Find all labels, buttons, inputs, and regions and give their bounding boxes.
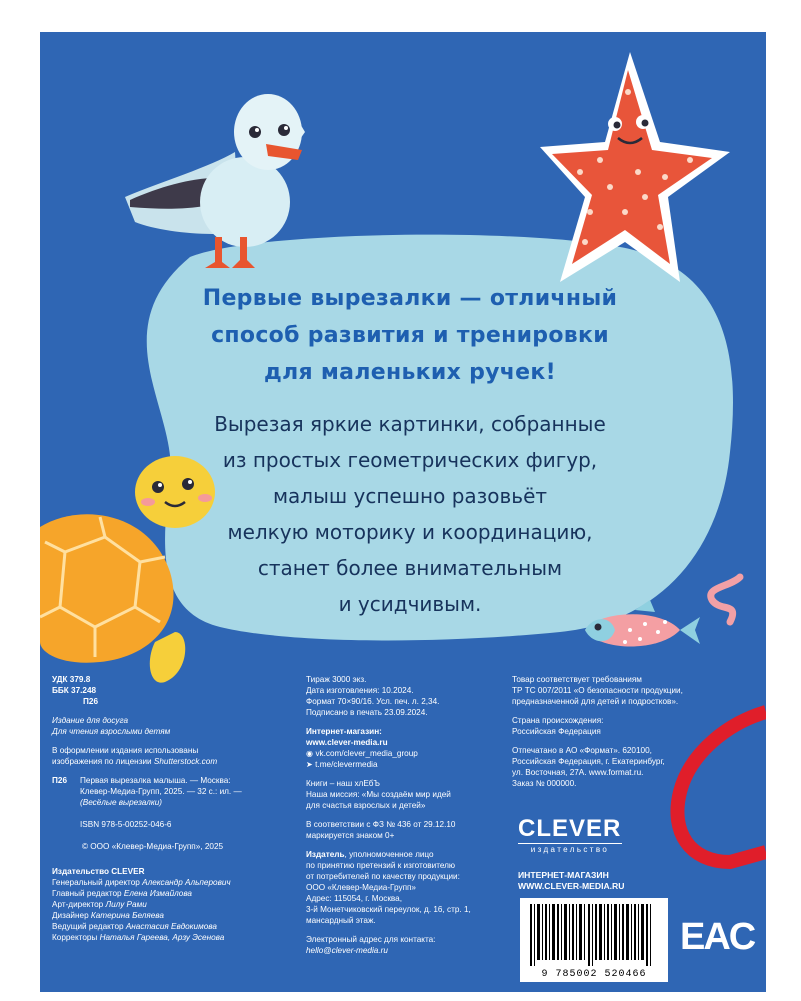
back-cover — [40, 32, 766, 992]
author-sign: П26 — [83, 697, 98, 706]
vk-link[interactable]: vk.com/clever_media_group — [315, 749, 418, 758]
shop-heading: ИНТЕРНЕТ-МАГАЗИН — [518, 870, 609, 880]
description-line: мелкую моторику и координацию, — [227, 520, 593, 544]
order-number: Заказ № 000000. — [512, 779, 577, 788]
address-line: мансардный этаж. — [306, 916, 376, 925]
series-name: (Весёлые вырезалки) — [80, 798, 163, 807]
printer-line: Отпечатано в АО «Формат». 620100, — [512, 746, 652, 755]
staff-line: Генеральный директор Александр Альперович — [52, 878, 231, 887]
vk-icon: ◉ — [306, 749, 314, 758]
catalog-code: П26 — [52, 776, 67, 785]
printer-line: Российская Федерация, г. Екатеринбург, — [512, 757, 665, 766]
country-label: Страна происхождения: — [512, 716, 604, 725]
telegram-icon: ➤ — [306, 760, 313, 769]
shop-link[interactable]: www.clever-media.ru — [306, 738, 388, 747]
clever-logo — [518, 817, 622, 854]
imprint-column-1 — [52, 674, 292, 943]
edition-type: Издание для досуга — [52, 716, 129, 725]
publisher-name: Издательство CLEVER — [52, 867, 145, 876]
production-date: Дата изготовления: 10.2024. — [306, 686, 414, 695]
printer-line: ул. Восточная, 27А. www.format.ru. — [512, 768, 644, 777]
copyright: © ООО «Клевер-Медиа-Групп», 2025 — [82, 842, 224, 851]
logo-word: CLEVER — [518, 815, 622, 842]
compliance-line: Товар соответствует требованиям — [512, 675, 642, 684]
email-label: Электронный адрес для контакта: — [306, 935, 436, 944]
print-run: Тираж 3000 экз. — [306, 675, 367, 684]
catalog-line: Клевер-Медиа-Групп, 2025. — 32 с.: ил. — — [80, 787, 242, 796]
publisher-company: ООО «Клевер-Медиа-Групп» — [306, 883, 416, 892]
telegram-link[interactable]: t.me/clevermedia — [315, 760, 378, 769]
mission-line: Наша миссия: «Мы создаём мир идей — [306, 790, 451, 799]
staff-line: Корректоры Наталья Гареева, Арзу Эсенова — [52, 933, 225, 942]
bbk: ББК 37.248 — [52, 686, 97, 695]
images-note: В оформлении издания использованы — [52, 746, 199, 755]
description-line: малыш успешно разовьёт — [272, 484, 548, 508]
description-line: Вырезая яркие картинки, собранные — [214, 412, 606, 436]
staff-line: Дизайнер Катерина Беляева — [52, 911, 164, 920]
headline-line: для маленьких ручек! — [264, 360, 556, 385]
shop-block — [518, 870, 624, 892]
slogan: Книги – наш хлЕбЪ — [306, 779, 380, 788]
shop-url[interactable]: WWW.CLEVER-MEDIA.RU — [518, 881, 625, 891]
compliance-line: ТР ТС 007/2011 «О безопасности продукции, — [512, 686, 683, 695]
format: Формат 70×90/16. Усл. печ. л. 2,34. — [306, 697, 440, 706]
description-line: и усидчивым. — [338, 592, 482, 616]
barcode — [520, 898, 668, 982]
country-value: Российская Федерация — [512, 727, 601, 736]
imprint-column-3 — [512, 674, 742, 789]
signed-to-print: Подписано в печать 23.09.2024. — [306, 708, 428, 717]
description-line: станет более внимательным — [257, 556, 563, 580]
compliance-line: предназначенной для детей и подростков». — [512, 697, 679, 706]
eac-mark: EAC — [680, 916, 755, 958]
mission-line: для счастья взрослых и детей» — [306, 801, 426, 810]
description-line: из простых геометрических фигур, — [222, 448, 598, 472]
logo-subtitle: издательство — [518, 843, 622, 854]
headline — [160, 280, 660, 391]
images-license: изображения по лицензии — [52, 757, 152, 766]
udk: УДК 379.8 — [52, 675, 91, 684]
publisher-label: Издатель — [306, 850, 345, 859]
staff-line: Главный редактор Елена Измайлова — [52, 889, 192, 898]
headline-line: способ развития и тренировки — [211, 323, 609, 348]
address-line: 3-й Монетчиковский переулок, д. 16, стр. 1, — [306, 905, 471, 914]
address-line: Адрес: 115054, г. Москва, — [306, 894, 403, 903]
imprint-column-2: Тираж 3000 экз. Дата изготовления: 10.2024. Формат 70×90/16. Усл. печ. л. 2,34. Подписано в печать 23.09.2024. Интернет-магазин: www.clever-media.ru ◉ vk.com/clever_media_group ➤ t.me/clevermedia Книги – наш хлЕбЪ Наша миссия: «Мы создаём мир идей для счастья взрослых и детей» В соответствии с ФЗ № 436 от 29.12.10 маркируется знаком 0+ Издатель, уполномоченное лицо по принятию претензий к изготовителю от потребителей по качеству продукции: ООО «Клевер-Медиа-Групп» Адрес: 115054, г. Москва, 3-й Монетчиковский переулок, д. 16, стр. 1, мансардный этаж. Электронный адрес для контакта: hello@clever-media.ru — [306, 674, 506, 956]
edition-audience: Для чтения взрослыми детям — [52, 727, 171, 736]
staff-line: Ведущий редактор Анастасия Евдокимова — [52, 922, 217, 931]
barcode-bars — [520, 898, 668, 968]
isbn: ISBN 978-5-00252-046-6 — [80, 820, 172, 829]
email-link[interactable]: hello@clever-media.ru — [306, 946, 388, 955]
shop-label: Интернет-магазин: — [306, 727, 382, 736]
age-mark: маркируется знаком 0+ — [306, 831, 395, 840]
catalog-line: Первая вырезалка малыша. — Москва: — [80, 776, 231, 785]
staff-line: Арт-директор Лилу Рами — [52, 900, 147, 909]
law-note: В соответствии с ФЗ № 436 от 29.12.10 — [306, 820, 456, 829]
images-source: Shutterstock.com — [153, 757, 218, 766]
headline-line: Первые вырезалки — отличный — [202, 286, 618, 311]
description — [160, 406, 660, 622]
barcode-number: 9 785002 520466 — [541, 969, 647, 980]
worm-icon — [711, 577, 740, 622]
